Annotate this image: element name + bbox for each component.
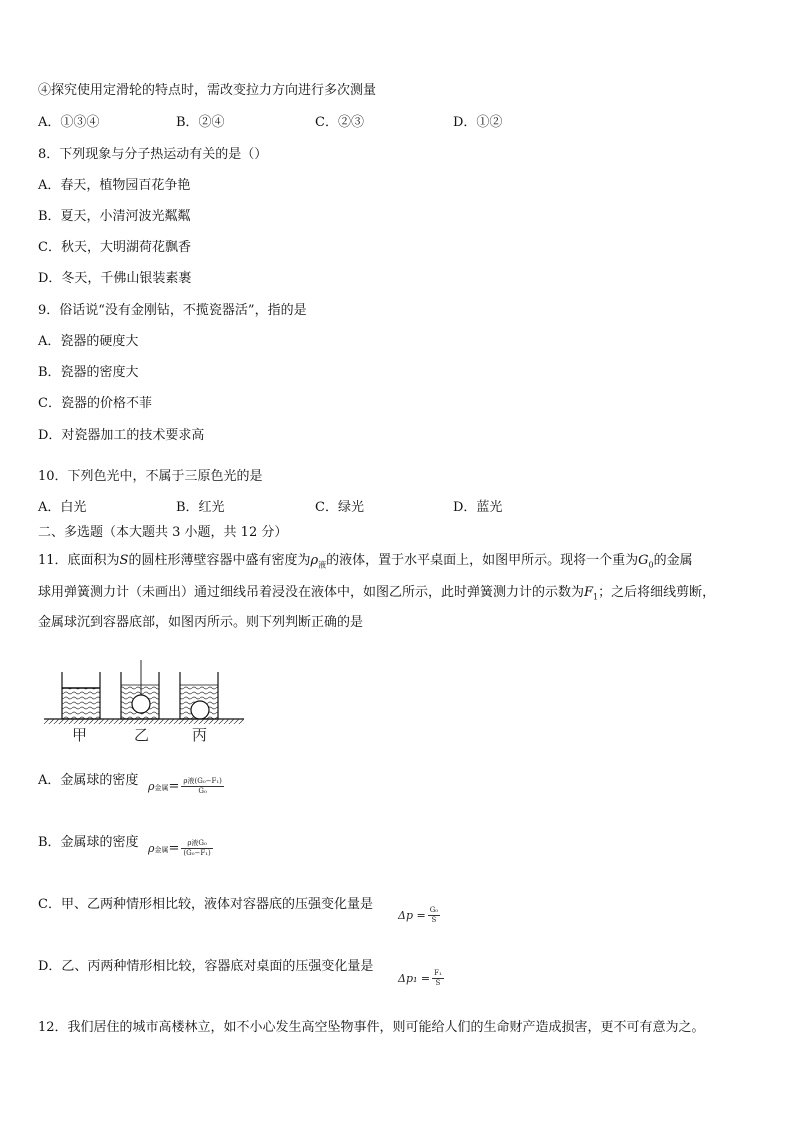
q9-stem: 9．俗话说“没有金刚钻，不揽瓷器活”，指的是 <box>38 303 307 318</box>
q9-option-b[interactable]: B．瓷器的密度大 <box>38 365 139 380</box>
q11-container-figure <box>40 660 250 744</box>
container-jia <box>62 672 100 719</box>
q11-option-b[interactable]: B．金属球的密度 <box>38 835 139 850</box>
formula-c: Δp = $\frac{\text{G₀}}{S}$ <box>398 906 439 924</box>
label-yi: 乙 <box>134 726 150 744</box>
q8-option-b[interactable]: B．夏天，小清河波光粼粼 <box>38 209 191 224</box>
label-bing: 丙 <box>192 726 208 744</box>
q9-option-a[interactable]: A．瓷器的硬度大 <box>38 334 139 349</box>
containers-diagram <box>40 660 250 720</box>
q8-option-a[interactable]: A．春天，植物园百花争艳 <box>38 178 191 193</box>
q11-stem-line2: 球用弹簧测力计（未画出）通过细线吊着浸没在液体中，如图乙所示，此时弹簧测力计的示数为$F_1$；之后将细线剪断， <box>38 585 716 602</box>
q8-option-c[interactable]: C．秋天，大明湖荷花飘香 <box>38 240 191 255</box>
container-yi <box>121 660 159 719</box>
formula-a: ρ金属= $\frac{\text{ρ液(G₀−F₁)}}{\text{G₀}}$ <box>148 777 222 795</box>
q7-option-a[interactable]: A．①③④ <box>38 115 100 130</box>
q11-option-a[interactable]: A．金属球的密度 <box>38 773 139 788</box>
q7-item4: ④探究使用定滑轮的特点时，需改变拉力方向进行多次测量 <box>38 83 377 98</box>
q11-stem-line3: 金属球沉到容器底部，如图丙所示。则下列判断正确的是 <box>38 615 364 630</box>
q7-option-c[interactable]: C．②③ <box>315 115 364 130</box>
q11-option-d[interactable]: D．乙、丙两种情形相比较，容器底对桌面的压强变化量是 <box>38 959 374 974</box>
container-bing <box>180 672 218 719</box>
q8-option-d[interactable]: D．冬天，千佛山银装素裹 <box>38 271 192 286</box>
formula-d: Δp₁ = $\frac{\text{F₁}}{S}$ <box>398 969 442 987</box>
q10-option-a[interactable]: A．白光 <box>38 500 87 515</box>
q10-option-c[interactable]: C．绿光 <box>315 500 364 515</box>
q12-stem: 12．我们居住的城市高楼林立，如不小心发生高空坠物事件，则可能给人们的生命财产造成损害，更不可有意为之。 <box>38 1020 705 1035</box>
q9-option-c[interactable]: C．瓷器的价格不菲 <box>38 396 152 411</box>
q11-option-c[interactable]: C．甲、乙两种情形相比较，液体对容器底的压强变化量是 <box>38 897 373 912</box>
q10-option-b[interactable]: B．红光 <box>176 500 225 515</box>
q7-option-b[interactable]: B．②④ <box>176 115 225 130</box>
q8-stem: 8．下列现象与分子热运动有关的是（） <box>38 147 268 162</box>
q10-option-d[interactable]: D．蓝光 <box>453 500 503 515</box>
q11-stem-line1: 11．底面积为S的圆柱形薄壁容器中盛有密度为$\rho_液$的液体，置于水平桌面上，如图甲所示。现将一个重为$G_0$的金属 <box>38 553 693 570</box>
q9-option-d[interactable]: D．对瓷器加工的技术要求高 <box>38 428 205 443</box>
section-heading-multi-choice: 二、多选题（本大题共 3 小题，共 12 分） <box>38 525 288 540</box>
q7-option-d[interactable]: D．①② <box>453 115 503 130</box>
q10-stem: 10．下列色光中，不属于三原色光的是 <box>38 469 263 484</box>
formula-b: ρ金属= $\frac{\text{ρ液G₀}}{\text{(G₀−F₁)}}$ <box>148 839 211 857</box>
label-jia: 甲 <box>72 726 88 744</box>
